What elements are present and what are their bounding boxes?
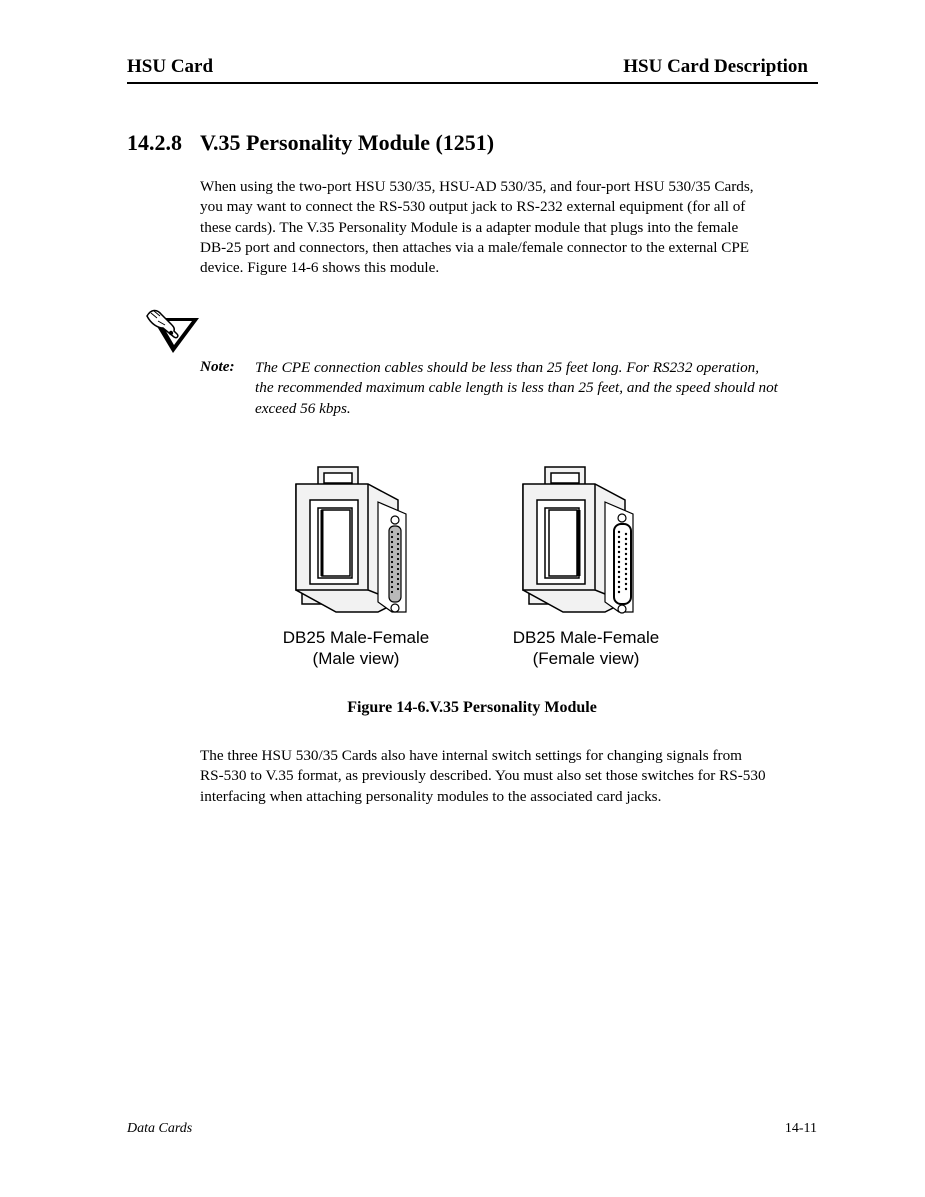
section-title: V.35 Personality Module (1251) [200, 130, 495, 155]
caption-line: DB25 Male-Female [282, 628, 430, 647]
footer-chapter: Data Cards [127, 1121, 193, 1136]
caption-line: (Male view) [312, 649, 400, 668]
caption-line: DB25 Male-Female [512, 628, 660, 647]
note-hand-icon [143, 306, 203, 356]
section-number: 14.2.8 [127, 130, 182, 155]
paragraph-line: these cards). The V.35 Personality Module is a adapter module that plugs into the female [200, 218, 739, 236]
note-label: Note: [200, 358, 235, 375]
section-heading [127, 130, 494, 156]
note-line: the recommended maximum cable length is less than 25 feet, and the speed should not [255, 379, 778, 397]
caption-line: (Female view) [532, 649, 640, 668]
page-number: 14-11 [784, 1121, 817, 1136]
paragraph-line: RS-530 to V.35 format, as previously described. You must also set those switches for RS-530 [200, 767, 766, 785]
running-header-right: HSU Card Description [623, 56, 808, 77]
female-view-caption [476, 627, 696, 669]
figure-title: Figure 14-6.V.35 Personality Module [347, 699, 597, 716]
note-line: exceed 56 kbps. [255, 399, 351, 417]
female-connector-illustration [515, 462, 645, 617]
paragraph-line: DB-25 port and connectors, then attaches via a male/female connector to the external CPE [200, 238, 750, 256]
note-line: The CPE connection cables should be less than 25 feet long. For RS232 operation, [255, 359, 760, 376]
header-rule [127, 82, 818, 84]
paragraph-line: device. Figure 14-6 shows this module. [200, 259, 440, 277]
running-header-left: HSU Card [127, 56, 214, 77]
male-view-caption [246, 627, 466, 669]
switch-settings-paragraph [200, 746, 820, 807]
paragraph-line: When using the two-port HSU 530/35, HSU-AD 530/35, and four-port HSU 530/35 Cards, [200, 178, 754, 195]
male-connector-illustration [288, 462, 418, 617]
paragraph-line: interfacing when attaching personality modules to the associated card jacks. [200, 787, 662, 805]
paragraph-line: The three HSU 530/35 Cards also have internal switch settings for changing signals from [200, 747, 742, 764]
intro-paragraph [200, 177, 820, 278]
note-text [255, 358, 820, 419]
paragraph-line: you may want to connect the RS-530 output jack to RS-232 external equipment (for all of [200, 198, 746, 216]
